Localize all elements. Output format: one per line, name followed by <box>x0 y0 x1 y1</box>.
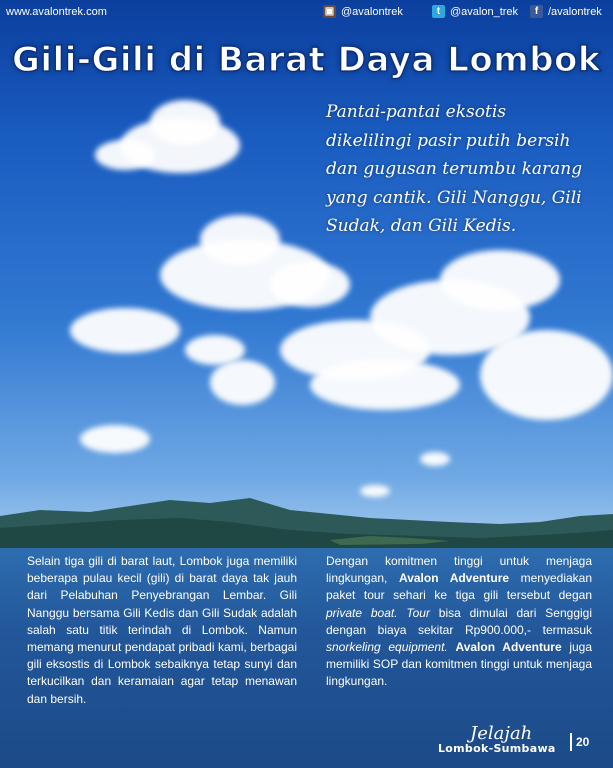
top-bar <box>0 0 613 24</box>
facebook-icon: f <box>530 5 543 18</box>
twitter-handle[interactable] <box>432 5 518 18</box>
footer-region: Lombok-Sumbawa <box>438 742 556 755</box>
page-number: 20 <box>576 735 590 749</box>
lead-paragraph: Pantai-pantai eksotis dikelilingi pasir putih bersih dan gugusan terumbu karang yang cantik. Gili Nanggu, Gili Sudak, dan Gili Kedis. <box>326 102 583 236</box>
brand-name: Avalon Adventure <box>455 640 562 655</box>
page-title: Gili-Gili di Barat Daya Lombok <box>12 40 601 80</box>
private-boat-term: private boat. <box>326 605 398 620</box>
text-segment: juga memiliki SOP dan komitmen tinggi untuk menjaga lingkungan. <box>326 640 593 689</box>
twitter-icon: t <box>432 5 445 18</box>
text-segment: bisa dimulai dari Senggigi dengan biaya sekitar Rp900.000,- termasuk <box>326 605 593 637</box>
text-segment: Dengan komitmen tinggi untuk menjaga lingkungan, <box>326 554 592 586</box>
website-link[interactable]: www.avalontrek.com <box>6 6 107 18</box>
tour-term: Tour <box>397 605 430 620</box>
footer-jelajah: Jelajah <box>470 723 533 744</box>
page-divider <box>570 733 572 751</box>
brand-name: Avalon Adventure <box>398 571 510 586</box>
facebook-label: /avalontrek <box>548 5 602 18</box>
twitter-label: @avalon_trek <box>450 5 519 18</box>
instagram-icon: ▣ <box>324 6 335 17</box>
body-column-left: Selain tiga gili di barat laut, Lombok juga memiliki beberapa pulau kecil (gili) di barat daya tak jauh dari Pelabuhan Penyebrangan Lembar. Gili Nanggu bersama Gili Kedis dan Gili Sudak adalah salah satu titik terindah di Lombok. Namun memang menurut pendapat pribadi kami, berbagai gili eksostis di Lombok sebaiknya tetap sunyi dan terkucilkan dan keramaian agar tetap menawan dan bersih. <box>27 554 297 706</box>
body-column-right <box>326 553 592 691</box>
instagram-handle[interactable] <box>323 5 403 18</box>
instagram-label: @avalontrek <box>341 5 403 18</box>
facebook-handle[interactable] <box>530 5 602 18</box>
text-segment: menyediakan paket tour sehari ke tiga gili tersebut degan <box>326 571 593 603</box>
snorkeling-term: snorkeling equipment. <box>326 640 448 655</box>
